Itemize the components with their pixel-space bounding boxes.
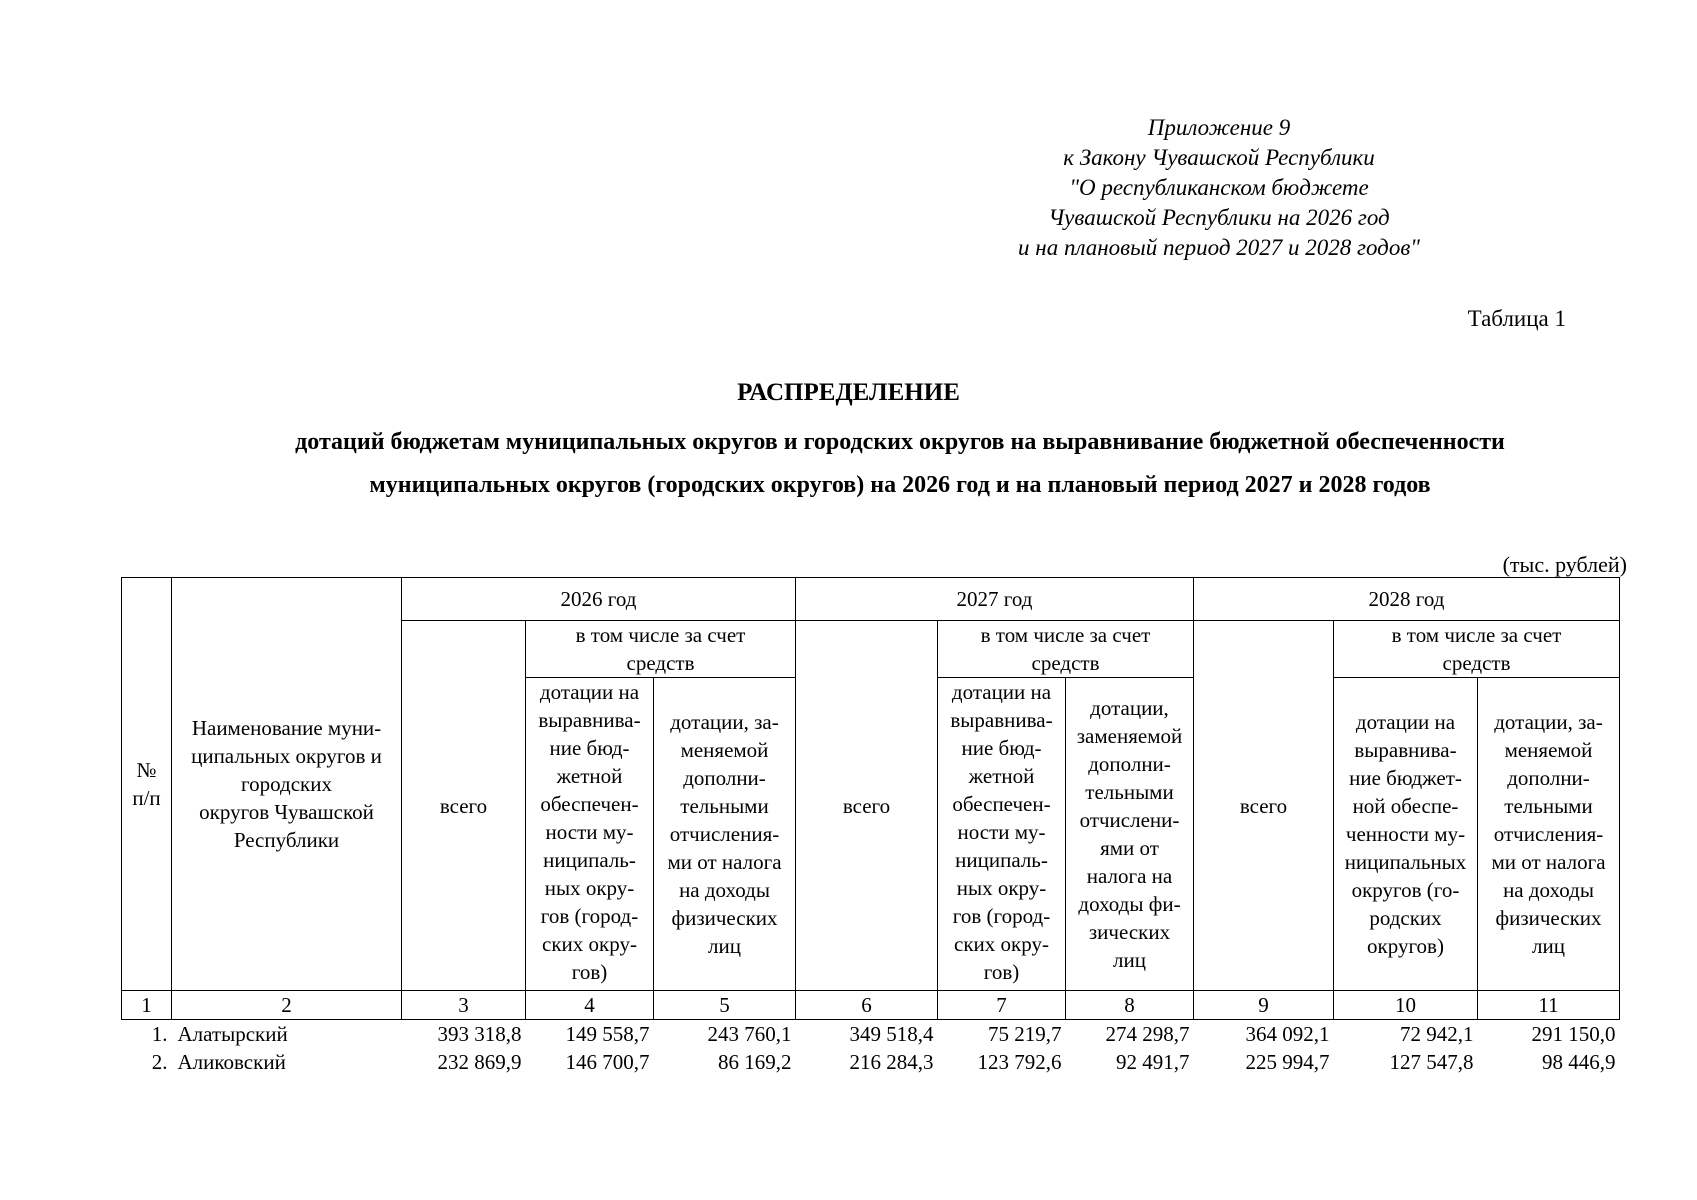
units-label: (тыс. рублей) [1502,552,1627,577]
header-text: ние бюджет- [1349,766,1462,790]
header-text: средств [626,651,695,675]
value-cell: 98 446,9 [1542,1050,1616,1074]
column-number: 8 [1066,991,1194,1020]
document-title: РАСПРЕДЕЛЕНИЕ [737,379,960,406]
header-year-2028: 2028 год [1194,578,1620,621]
header-text: выравнива- [1354,738,1457,762]
value-cell: 92 491,7 [1116,1050,1190,1074]
header-text: ми от налога [667,850,782,874]
header-text: меняемой [1504,738,1593,762]
header-text: налога на [1086,864,1173,888]
header-incl-2026 [526,621,796,678]
header-text: № [136,758,157,782]
subtitle-line: муниципальных округов (городских округов) на 2026 год и на плановый период 2027 и 2028 годов [369,472,1431,498]
column-number: 11 [1478,991,1620,1020]
header-text: ние бюд- [961,736,1042,760]
value-cell: 291 150,0 [1531,1022,1616,1046]
header-text: тельными [1085,780,1174,804]
header-total-2027: всего [796,621,938,991]
value-cell: 216 284,3 [849,1050,934,1074]
header-text: ми от налога [1491,850,1606,874]
header-text: ченности му- [1345,822,1466,846]
header-text: на доходы [1503,878,1594,902]
header-text: ских окру- [542,932,637,956]
value-cell: 86 169,2 [718,1050,792,1074]
header-equalization-2026 [526,678,654,991]
header-text: дотации на [951,680,1052,704]
value-cell: 364 092,1 [1245,1022,1330,1046]
header-text: ние бюд- [549,736,630,760]
column-number: 4 [526,991,654,1020]
value-cell: 225 994,7 [1245,1050,1330,1074]
header-replaced-2028 [1478,678,1620,991]
header-text: ной обеспе- [1352,794,1459,818]
header-text: отчислени- [1079,808,1180,832]
header-text: городских [241,772,332,796]
column-number: 5 [654,991,796,1020]
column-number: 10 [1334,991,1478,1020]
appendix-line: к Закону Чувашской Республики [1063,145,1375,170]
header-text: ских окру- [954,932,1049,956]
header-text: лиц [1113,948,1146,972]
header-year-2026: 2026 год [402,578,796,621]
header-replaced-2027 [1066,678,1194,991]
header-text: округов Чувашской [199,800,374,824]
header-year-2027: 2027 год [796,578,1194,621]
header-text: лиц [708,934,741,958]
header-text: доходы фи- [1078,892,1181,916]
header-incl-2027 [938,621,1194,678]
header-text: отчисления- [669,822,780,846]
header-text: дополни- [1088,752,1171,776]
table-number: Таблица 1 [1467,306,1566,331]
header-text: в том числе за счет [1391,623,1562,647]
header-text: тельными [680,794,769,818]
column-number-row [122,991,1620,1020]
value-cell: 274 298,7 [1105,1022,1190,1046]
header-text: дотации на [1355,710,1456,734]
header-text: в том числе за счет [575,623,746,647]
column-number: 1 [122,991,172,1020]
header-incl-2028 [1334,621,1620,678]
header-text: средств [1442,651,1511,675]
column-number: 3 [402,991,526,1020]
appendix-line: Чувашской Республики на 2026 год [1048,205,1390,230]
value-cell: 243 760,1 [707,1022,792,1046]
header-num [122,578,172,991]
value-cell: 146 700,7 [565,1050,650,1074]
header-text: меняемой [680,738,769,762]
header-text: дополни- [1507,766,1590,790]
header-text: обеспечен- [540,792,639,816]
header-text: ципальных округов и [191,744,382,768]
header-equalization-2027 [938,678,1066,991]
value-cell: 72 942,1 [1400,1022,1474,1046]
header-text: выравнива- [950,708,1053,732]
document-subtitle [170,421,1630,507]
value-cell: 232 869,9 [437,1050,522,1074]
header-text: средств [1031,651,1100,675]
header-text: обеспечен- [952,792,1051,816]
header-name [172,578,402,991]
header-text: гов (город- [952,904,1051,928]
header-total-2028: всего [1194,621,1334,991]
header-text: ности му- [957,820,1046,844]
header-text: жетной [556,764,623,788]
header-text: выравнива- [538,708,641,732]
district-name: Аликовский [177,1050,286,1074]
header-total-2026: всего [402,621,526,991]
district-name: Алатырский [177,1022,288,1046]
header-text: ности му- [545,820,634,844]
header-text: дополни- [683,766,766,790]
header-text: п/п [132,786,161,810]
table-row [122,1020,1620,1049]
header-text: Наименование муни- [191,716,382,740]
column-number: 6 [796,991,938,1020]
header-text: дотации, за- [670,710,779,734]
header-replaced-2026 [654,678,796,991]
header-text: зических [1088,920,1171,944]
header-text: гов (город- [540,904,639,928]
value-cell: 393 318,8 [437,1022,522,1046]
header-text: ниципаль- [955,848,1048,872]
header-text: заменяемой [1076,724,1183,748]
header-text: родских [1369,906,1442,930]
column-number: 2 [172,991,402,1020]
column-number: 9 [1194,991,1334,1020]
header-text: ями от [1100,836,1159,860]
table-row [122,1048,1620,1076]
appendix-block [939,113,1499,263]
value-cell: 349 518,4 [849,1022,934,1046]
row-index: 2. [151,1050,168,1074]
appendix-line: Приложение 9 [1147,115,1291,140]
header-text: Республики [233,828,340,852]
value-cell: 127 547,8 [1389,1050,1474,1074]
value-cell: 149 558,7 [565,1022,650,1046]
value-cell: 123 792,6 [977,1050,1062,1074]
appendix-line: и на плановый период 2027 и 2028 годов" [1018,235,1420,260]
header-text: ных окру- [544,876,635,900]
header-text: ниципальных [1344,850,1467,874]
header-text: отчисления- [1493,822,1604,846]
appendix-line: "О республиканском бюджете [1069,175,1369,200]
header-text: в том числе за счет [980,623,1151,647]
header-text: гов) [571,960,608,984]
header-text: жетной [968,764,1035,788]
header-text: физических [671,906,778,930]
header-text: лиц [1532,934,1565,958]
header-text: на доходы [679,878,770,902]
header-text: дотации, за- [1494,710,1603,734]
subtitle-line: дотаций бюджетам муниципальных округов и городских округов на выравнивание бюджетной обеспеченности [295,429,1505,455]
header-text: ниципаль- [543,848,636,872]
header-text: физических [1495,906,1602,930]
column-number: 7 [938,991,1066,1020]
row-index: 1. [151,1022,168,1046]
value-cell: 75 219,7 [988,1022,1062,1046]
header-text: округов (го- [1351,878,1460,902]
header-text: дотации на [539,680,640,704]
header-text: гов) [983,960,1020,984]
header-text: округов) [1367,934,1444,958]
header-equalization-2028 [1334,678,1478,991]
header-text: ных окру- [956,876,1047,900]
header-text: тельными [1504,794,1593,818]
distribution-table [121,577,1620,1076]
header-text: дотации, [1090,696,1169,720]
